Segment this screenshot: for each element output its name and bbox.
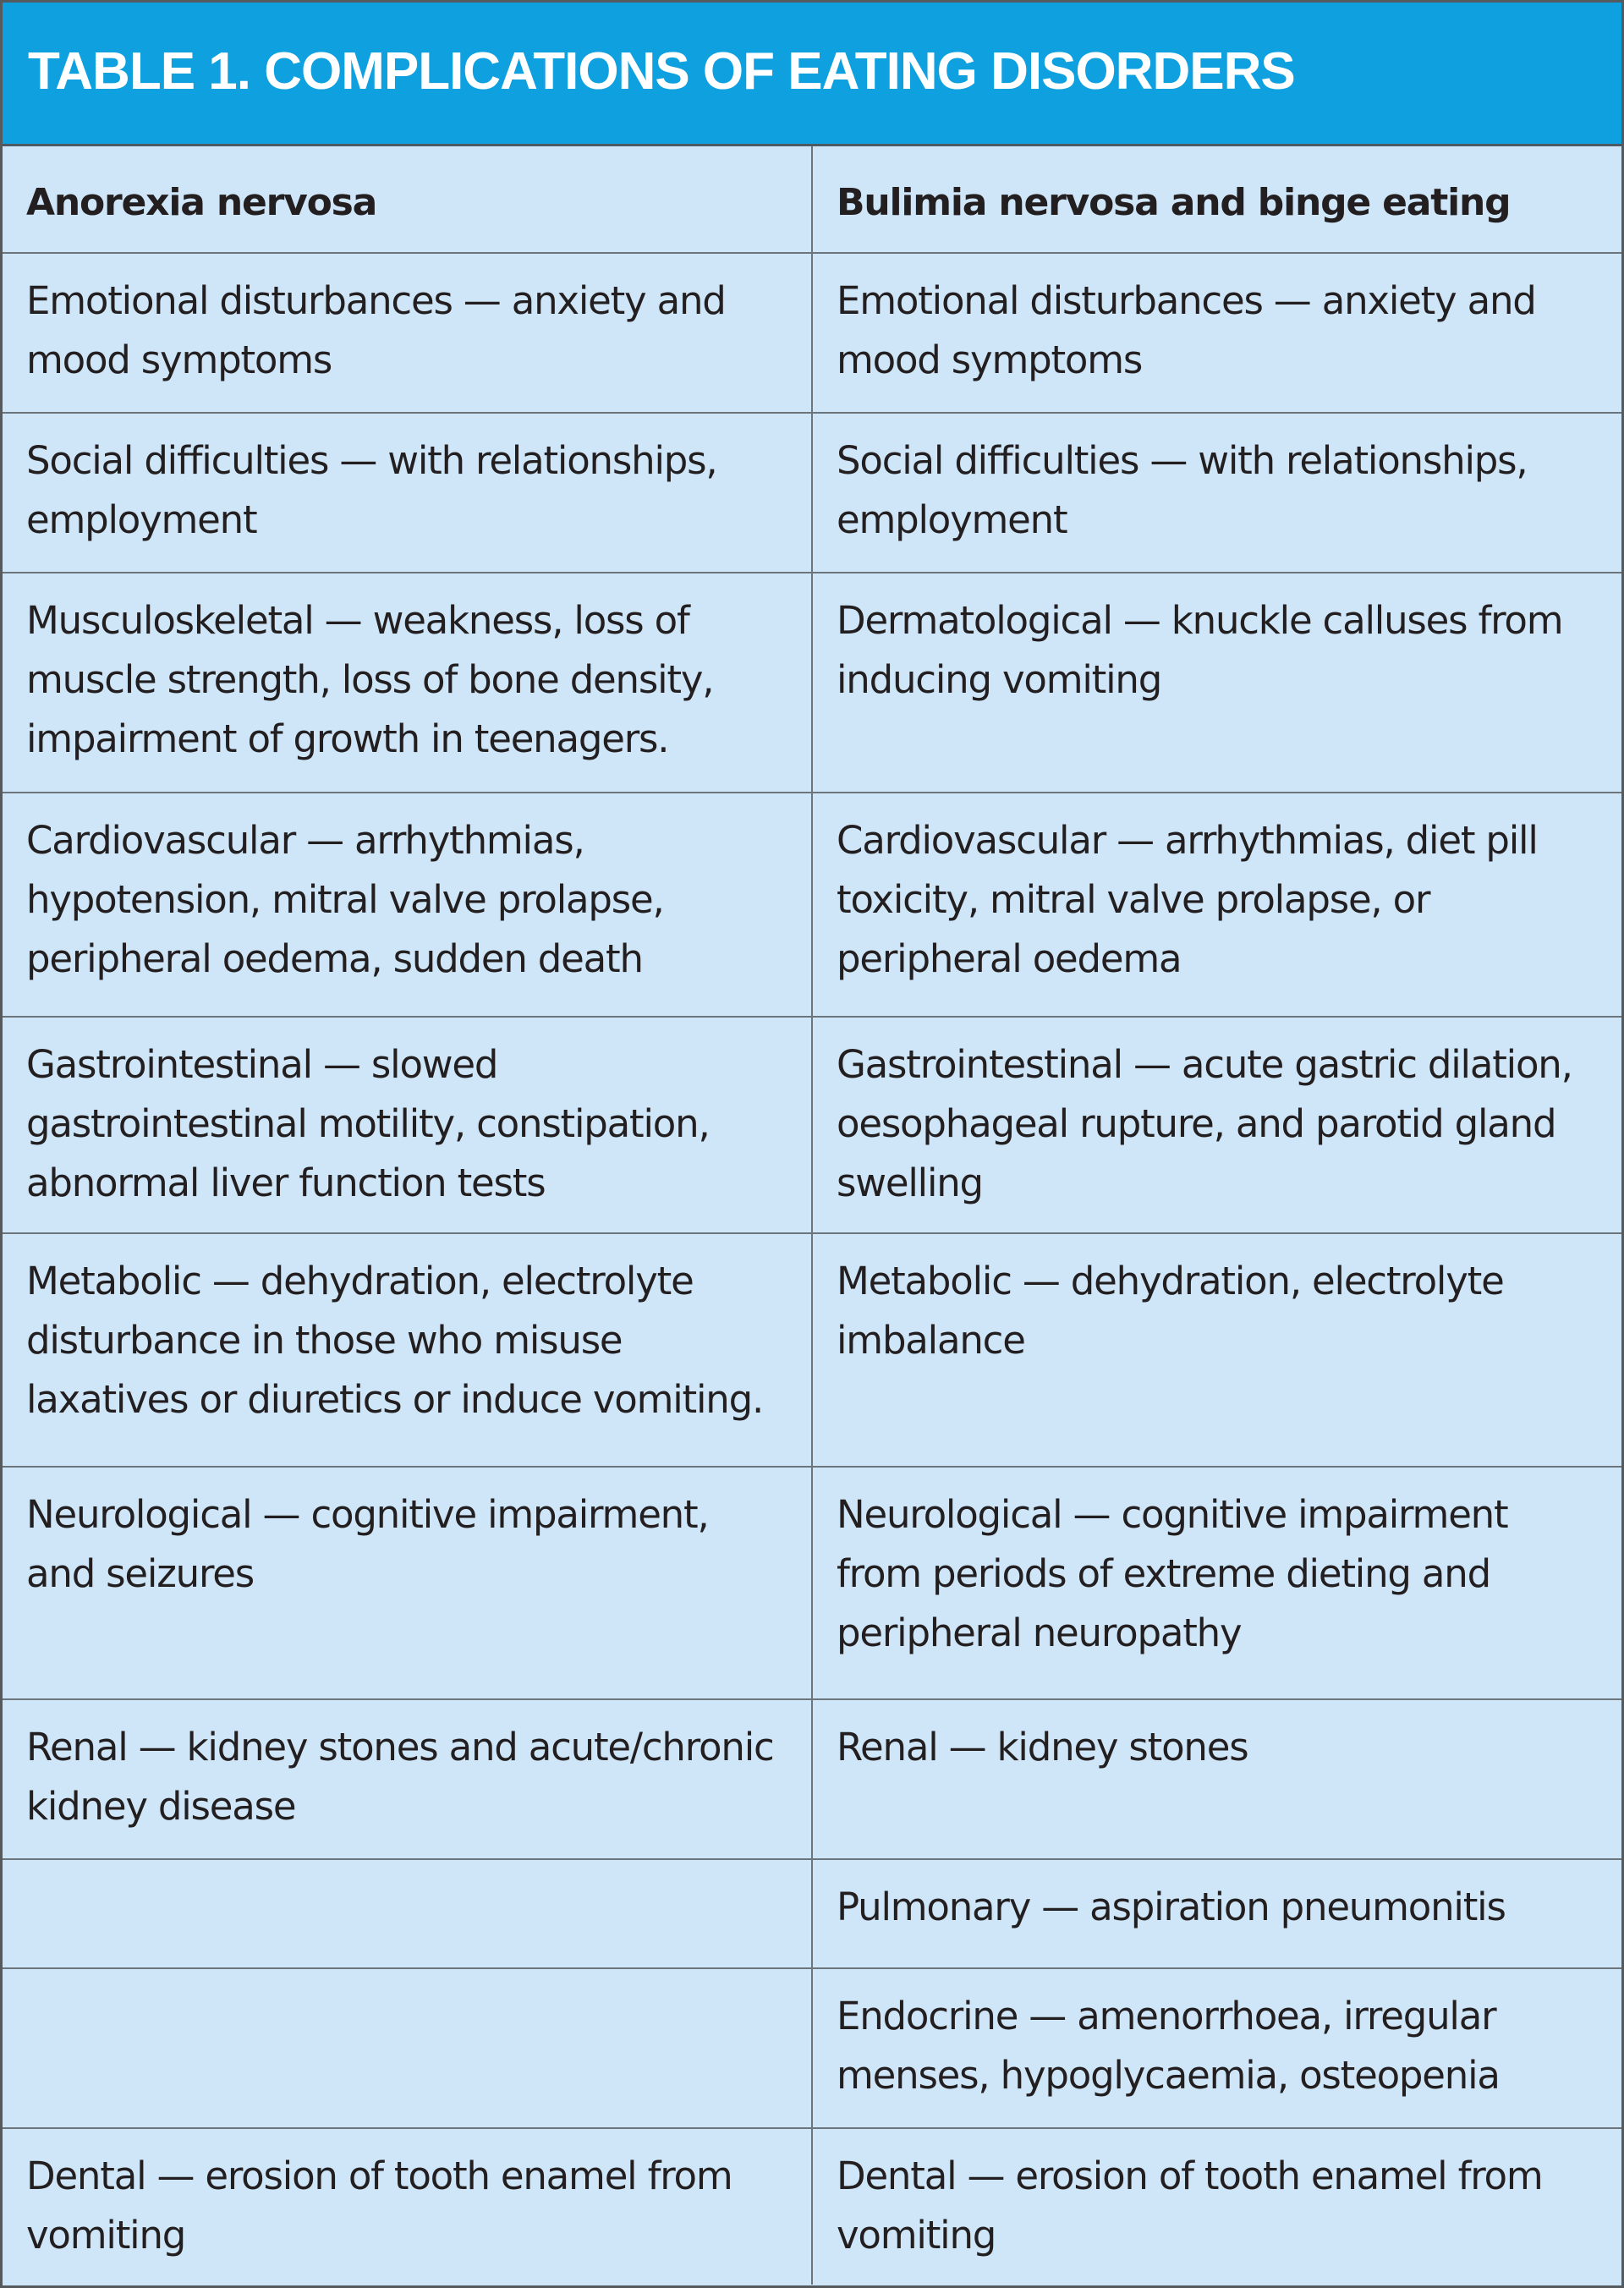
table-cell-anorexia: Dental — erosion of tooth enamel from vomiting	[3, 2129, 813, 2285]
table-title-bar	[3, 3, 1621, 146]
table-row	[3, 573, 1621, 793]
table-row	[3, 1018, 1621, 1234]
table-cell-bulimia: Neurological — cognitive impairment from periods of extreme dieting and peripheral neuropathy	[837, 1492, 1508, 1655]
table-cell-bulimia: Cardiovascular — arrhythmias, diet pill toxicity, mitral valve prolapse, or peripheral oedema	[837, 818, 1538, 981]
column-header-bulimia: Bulimia nervosa and binge eating	[837, 181, 1511, 224]
table-row	[3, 254, 1621, 414]
table-cell-bulimia: Pulmonary — aspiration pneumonitis	[837, 1885, 1506, 1929]
table-row	[3, 1969, 1621, 2129]
table-cell-bulimia: Dermatological — knuckle calluses from inducing vomiting	[837, 598, 1563, 702]
table-row	[3, 414, 1621, 573]
table-cell-anorexia: Musculoskeletal — weakness, loss of muscle strength, loss of bone density, impairment of growth in teenagers.	[3, 573, 813, 792]
table-row	[3, 2129, 1621, 2285]
table-row	[3, 1468, 1621, 1700]
table-cell-bulimia: Dental — erosion of tooth enamel from vomiting	[837, 2154, 1543, 2258]
table-cell-anorexia: Metabolic — dehydration, electrolyte disturbance in those who misuse laxatives or diuretics or induce vomiting.	[3, 1234, 813, 1466]
table-cell-bulimia: Endocrine — amenorrhoea, irregular menses, hypoglycaemia, osteopenia	[837, 1994, 1500, 2098]
table-cell-anorexia: Social difficulties — with relationships, employment	[3, 414, 813, 572]
table-row	[3, 1234, 1621, 1468]
table-cell-anorexia	[3, 1969, 813, 2127]
table-cell-anorexia	[3, 1860, 813, 1967]
table-cell-anorexia: Cardiovascular — arrhythmias, hypotension, mitral valve prolapse, peripheral oedema, sudden death	[3, 793, 813, 1016]
table-cell-anorexia: Emotional disturbances — anxiety and mood symptoms	[3, 254, 813, 412]
table-cell-bulimia: Gastrointestinal — acute gastric dilation, oesophageal rupture, and parotid gland swelling	[837, 1042, 1572, 1205]
column-header-anorexia: Anorexia nervosa	[3, 146, 813, 252]
table-cell-anorexia: Neurological — cognitive impairment, and seizures	[3, 1468, 813, 1698]
table-cell-bulimia: Metabolic — dehydration, electrolyte imbalance	[837, 1259, 1504, 1363]
table-cell-anorexia: Renal — kidney stones and acute/chronic kidney disease	[3, 1700, 813, 1858]
table-cell-bulimia: Emotional disturbances — anxiety and mood symptoms	[837, 278, 1536, 382]
table-cell-bulimia: Social difficulties — with relationships, employment	[837, 438, 1528, 542]
table-row	[3, 1860, 1621, 1969]
table-row	[3, 1700, 1621, 1860]
table-cell-anorexia: Gastrointestinal — slowed gastrointestinal motility, constipation, abnormal liver function tests	[3, 1018, 813, 1232]
table-grid	[3, 146, 1621, 2285]
table-title: TABLE 1. COMPLICATIONS OF EATING DISORDERS	[28, 42, 1295, 101]
table-row	[3, 793, 1621, 1018]
table-header-row	[3, 146, 1621, 254]
table-cell-bulimia: Renal — kidney stones	[837, 1725, 1248, 1769]
